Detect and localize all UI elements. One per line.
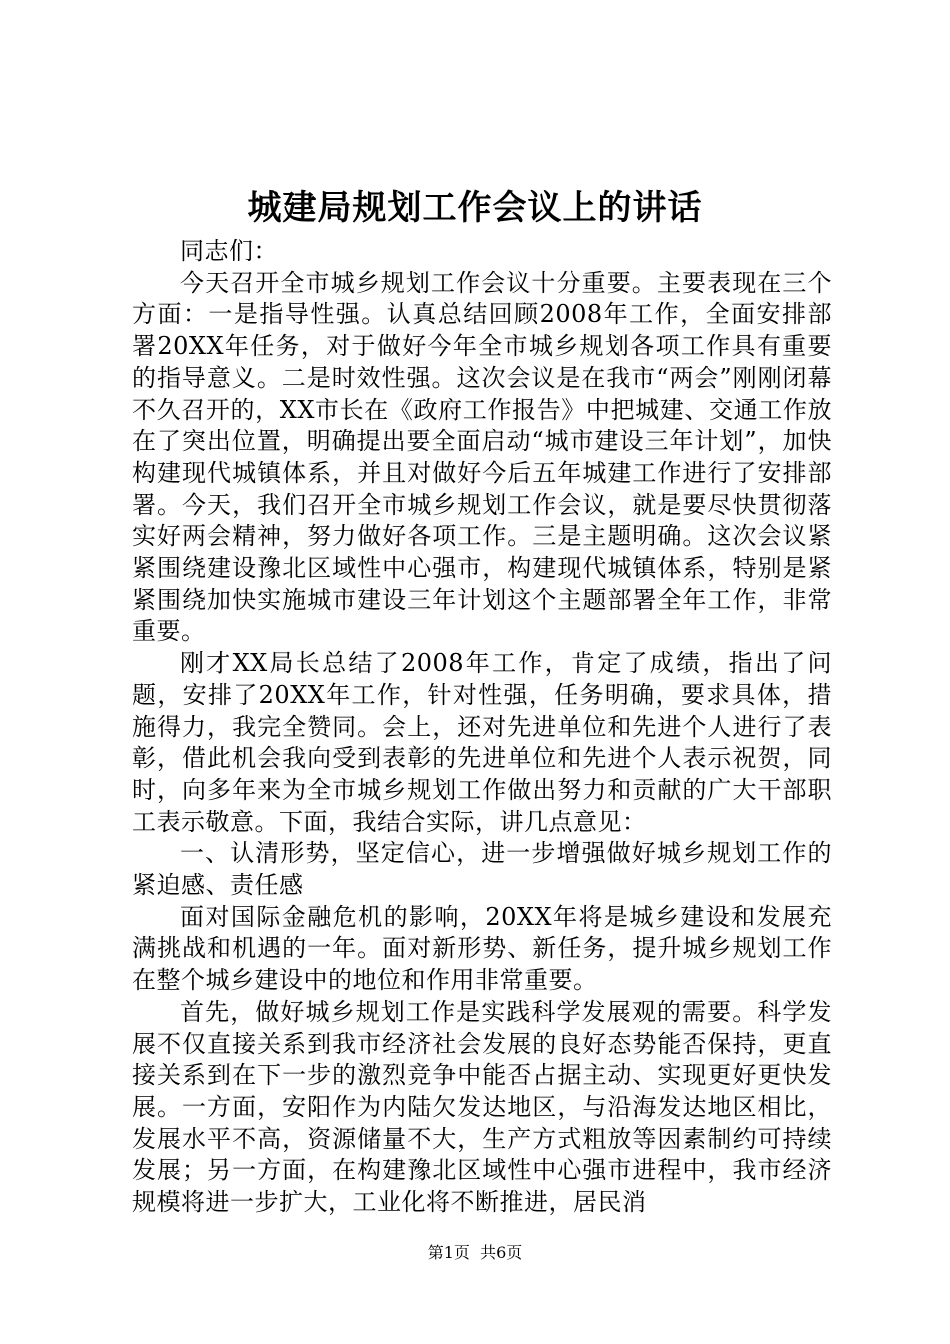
page-number: 第1页 [427,1243,470,1262]
section-heading: 一、认清形势，坚定信心，进一步增强做好城乡规划工作的紧迫感、责任感 [132,839,832,900]
document-title: 城建局规划工作会议上的讲话 [247,188,703,228]
salutation: 同志们： [180,237,278,265]
page-count: 共6页 [480,1243,523,1262]
paragraph: 今天召开全市城乡规划工作会议十分重要。主要表现在三个方面：一是指导性强。认真总结回顾2008年工作，全面安排部署20XX年任务，对于做好今年全市城乡规划各项工作具有重要的指导意义。二是时效性强。这次会议是在我市“两会”刚刚闭幕不久召开的，XX市长在《政府工作报告》中把城建、交通工作放在了突出位置，明确提出要全面启动“城市建设三年计划”，加快构建现代城镇体系，并且对做好今后五年城建工作进行了安排部署。今天，我们召开全市城乡规划工作会议，就是要尽快贯彻落实好两会精神，努力做好各项工作。三是主题明确。这次会议紧紧围绕建设豫北区域性中心强市，构建现代城镇体系，特别是紧紧围绕加快实施城市建设三年计划这个主题部署全年工作，非常重要。 [132,268,832,646]
page-footer [0,1243,950,1263]
paragraph: 面对国际金融危机的影响，20XX年将是城乡建设和发展充满挑战和机遇的一年。面对新形势、新任务，提升城乡规划工作在整个城乡建设中的地位和作用非常重要。 [132,902,832,995]
paragraph: 刚才XX局长总结了2008年工作，肯定了成绩，指出了问题，安排了20XX年工作，针对性强，任务明确，要求具体，措施得力，我完全赞同。会上，还对先进单位和先进个人进行了表彰，借此机会我向受到表彰的先进单位和先进个人表示祝贺，同时，向多年来为全市城乡规划工作做出努力和贡献的广大干部职工表示敬意。下面，我结合实际，讲几点意见： [132,649,832,836]
document-body [132,236,832,1219]
paragraph: 首先，做好城乡规划工作是实践科学发展观的需要。科学发展不仅直接关系到我市经济社会发展的良好态势能否保持，更直接关系到在下一步的激烈竞争中能否占据主动、实现更好更快发展。一方面，安阳作为内陆欠发达地区，与沿海发达地区相比，发展水平不高，资源储量不大，生产方式粗放等因素制约可持续发展；另一方面，在构建豫北区域性中心强市进程中，我市经济规模将进一步扩大，工业化将不断推进，居民消 [132,997,832,1217]
